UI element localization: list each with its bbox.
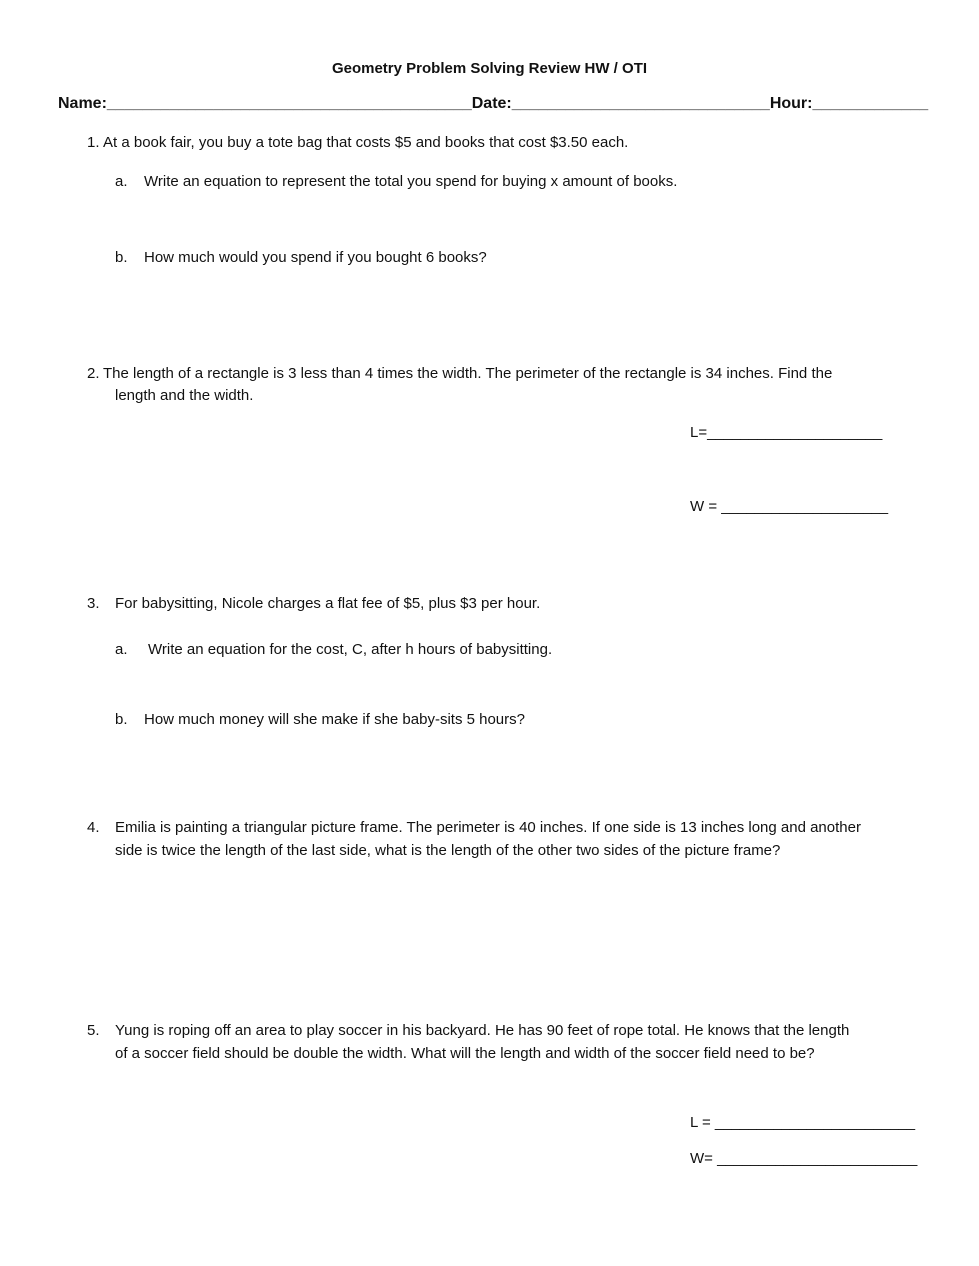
answer-length-field[interactable]: _____________________: [707, 424, 883, 441]
name-field[interactable]: _________________________________________: [106, 95, 472, 112]
name-label: Name:: [58, 95, 107, 112]
answer-length-label: L=: [690, 424, 708, 441]
answer-width-field[interactable]: ____________________: [721, 498, 889, 515]
answer-length: [690, 1114, 915, 1131]
answer-width: [690, 1150, 917, 1167]
part-text: Write an equation for the cost, C, after h hours of babysitting.: [148, 641, 553, 658]
question-text-line-1: The length of a rectangle is 3 less than 4 times the width. The perimeter of the rectangle is 34 inches. Find the: [103, 365, 833, 382]
question-number: 3.: [87, 595, 100, 612]
date-label: Date:: [471, 95, 512, 112]
answer-width-label: W =: [690, 498, 722, 515]
part-text: How much money will she make if she baby-sits 5 hours?: [144, 711, 525, 728]
page-title: Geometry Problem Solving Review HW / OTI: [331, 60, 648, 77]
question-text: For babysitting, Nicole charges a flat fee of $5, plus $3 per hour.: [115, 595, 541, 612]
answer-width-field[interactable]: ________________________: [717, 1150, 918, 1167]
question-text-line-1: Yung is roping off an area to play soccer in his backyard. He has 90 feet of rope total. He knows that the length: [115, 1022, 850, 1039]
part-letter: b.: [115, 711, 128, 728]
answer-length-label: L =: [690, 1114, 715, 1131]
answer-length-field[interactable]: ________________________: [714, 1114, 916, 1131]
question-text-line-2: of a soccer field should be double the width. What will the length and width of the soccer field need to be?: [115, 1045, 815, 1062]
answer-width: [690, 498, 888, 515]
question-text-line-1: Emilia is painting a triangular picture frame. The perimeter is 40 inches. If one side is 13 inches long and another: [115, 819, 861, 836]
question-number: 2.: [87, 365, 100, 382]
question-number: 4.: [87, 819, 100, 836]
answer-length: [690, 424, 882, 441]
part-text: How much would you spend if you bought 6 books?: [144, 249, 487, 266]
question-text: At a book fair, you buy a tote bag that costs $5 and books that cost $3.50 each.: [103, 134, 629, 151]
question-text-line-2: length and the width.: [115, 387, 254, 404]
hour-field[interactable]: _____________: [812, 95, 929, 112]
question-number: 1.: [87, 134, 100, 151]
part-text: Write an equation to represent the total you spend for buying x amount of books.: [144, 173, 678, 190]
part-letter: a.: [115, 641, 128, 658]
answer-width-label: W=: [690, 1150, 718, 1167]
hour-label: Hour:: [769, 95, 813, 112]
date-field[interactable]: _____________________________: [511, 95, 770, 112]
part-letter: a.: [115, 173, 128, 190]
student-info-line: [58, 95, 928, 113]
question-text-line-2: side is twice the length of the last side, what is the length of the other two sides of the picture frame?: [115, 842, 781, 859]
question-number: 5.: [87, 1022, 100, 1039]
part-letter: b.: [115, 249, 128, 266]
